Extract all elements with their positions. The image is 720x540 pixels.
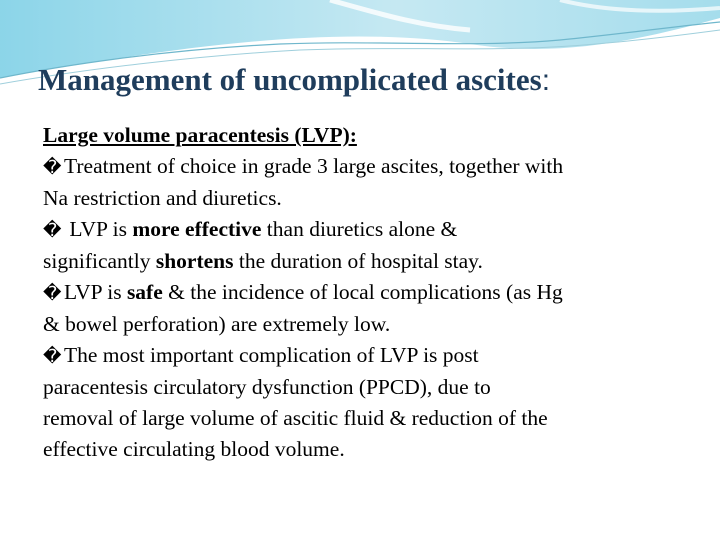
emphasis-text: more effective (132, 217, 262, 241)
slide-title-text: Management of uncomplicated ascites (38, 62, 542, 97)
bullet-glyph-icon: � (43, 157, 62, 178)
bullet-glyph-icon: � (43, 283, 62, 304)
bullet-point: � Treatment of choice in grade 3 large ascites, together with Na restriction and diuretics. (43, 154, 564, 210)
bullet-glyph-icon: � (43, 220, 62, 241)
bullet-glyph-icon: � (43, 346, 62, 367)
slide-title-colon: : (541, 64, 551, 97)
emphasis-text: safe (126, 280, 163, 304)
section-subheading: Large volume paracentesis (LVP): (43, 123, 357, 147)
bullet-point: � LVP is safe & the incidence of local complications (as Hg & bowel perforation) are extremely low. (43, 280, 563, 336)
slide-title (38, 62, 550, 98)
slide-body (43, 120, 693, 465)
bullet-point: � LVP is more effective than diuretics alone & significantly shortens the duration of hospital stay. (43, 217, 483, 273)
bullet-point: � The most important complication of LVP is post paracentesis circulatory dysfunction (PPCD), due to removal of large volume of ascitic fluid & reduction of the effective circulating blood volume. (43, 343, 548, 461)
emphasis-text: shortens (155, 249, 234, 273)
